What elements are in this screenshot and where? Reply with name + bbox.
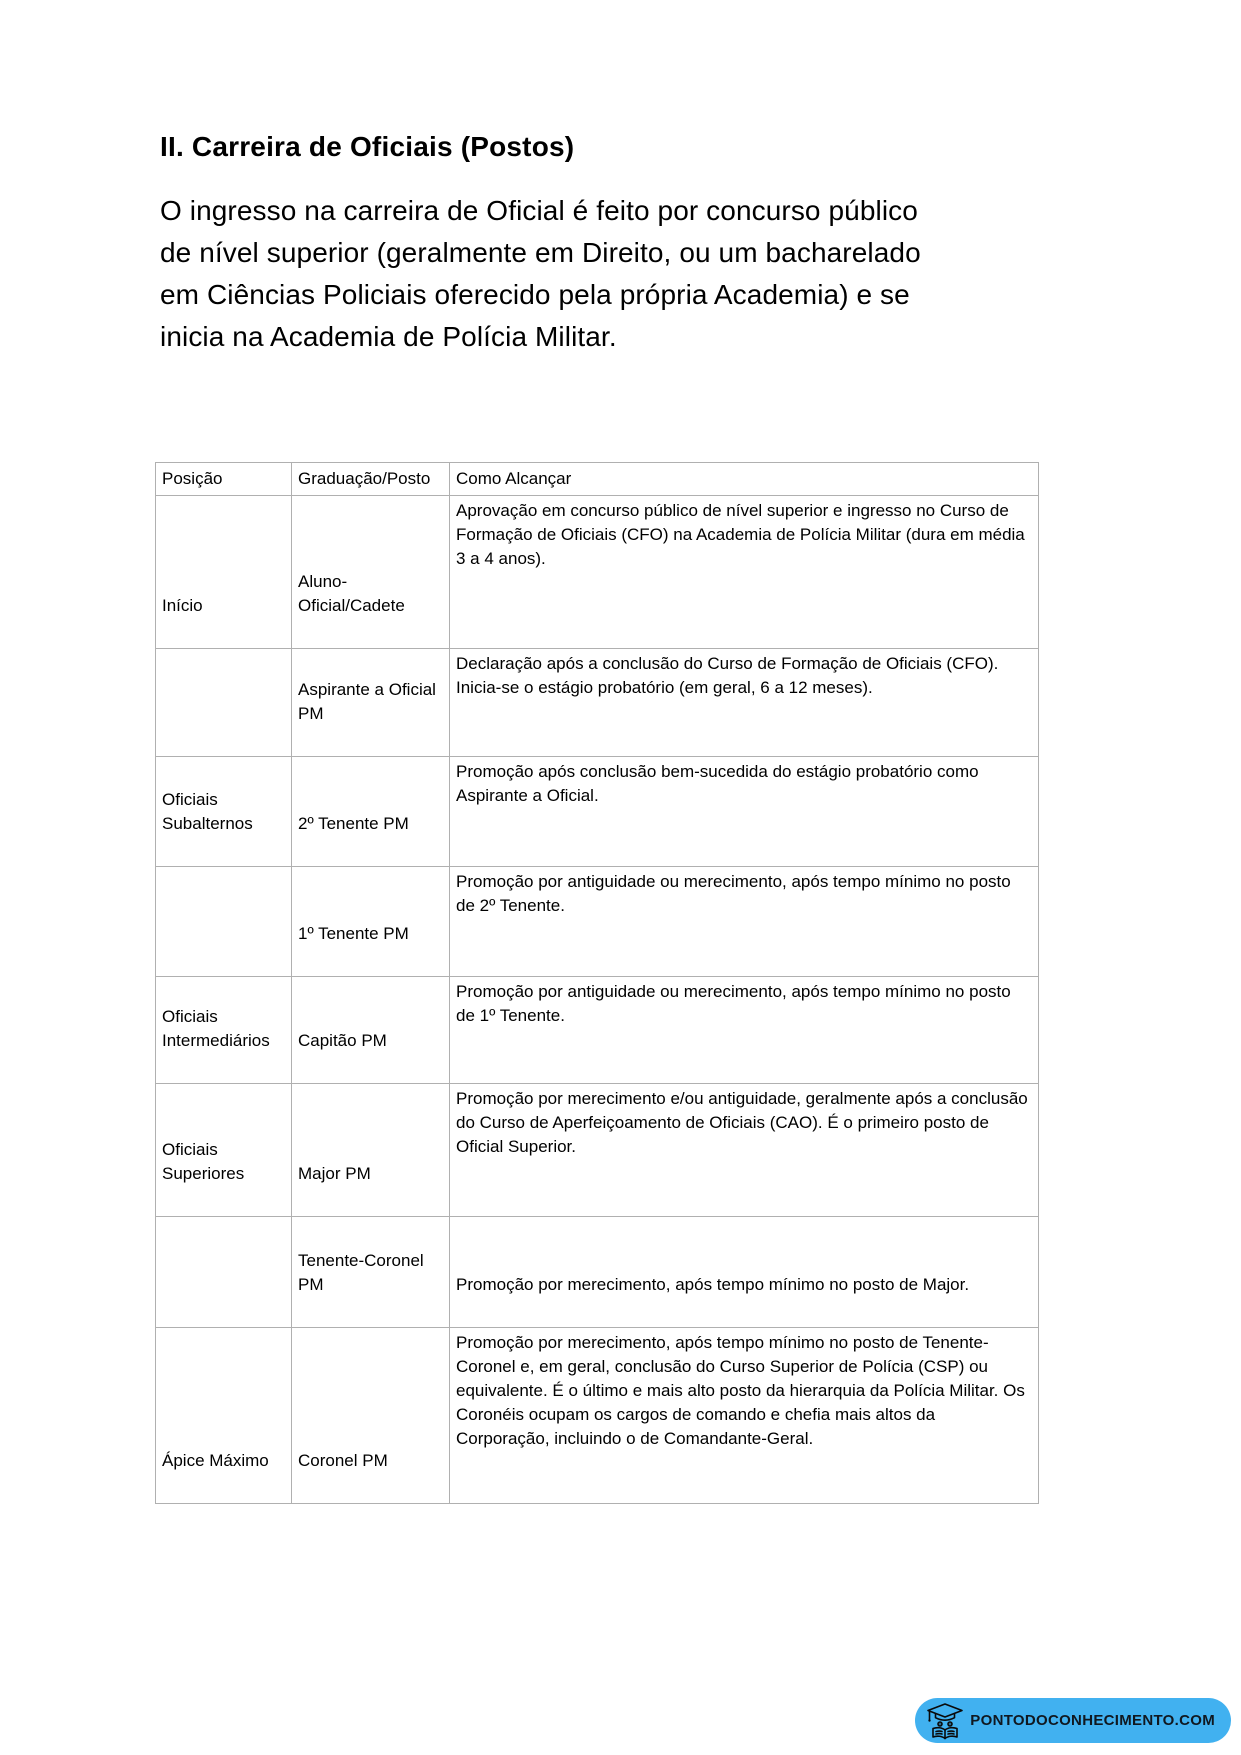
table-row [156,1217,1039,1328]
cell-posicao [156,867,292,977]
column-header-posicao: Posição [156,463,292,496]
table-header-row [156,463,1039,496]
cell-posicao: Oficiais Subalternos [156,757,292,867]
cell-posicao [156,649,292,757]
cell-graduacao: Aluno-Oficial/Cadete [292,496,450,649]
cell-como: Promoção por antiguidade ou merecimento, após tempo mínimo no posto de 1º Tenente. [450,977,1039,1084]
table-row [156,649,1039,757]
cell-como: Promoção por merecimento, após tempo mínimo no posto de Major. [450,1217,1039,1328]
table-row [156,1084,1039,1217]
table-row [156,867,1039,977]
cell-como: Promoção após conclusão bem-sucedida do estágio probatório como Aspirante a Oficial. [450,757,1039,867]
cell-como: Promoção por merecimento e/ou antiguidade, geralmente após a conclusão do Curso de Aperfeiçoamento de Oficiais (CAO). É o primeiro posto de Oficial Superior. [450,1084,1039,1217]
cell-graduacao: Tenente-Coronel PM [292,1217,450,1328]
section-heading: II. Carreira de Oficiais (Postos) [160,131,575,162]
table-row [156,757,1039,867]
cell-posicao: Oficiais Superiores [156,1084,292,1217]
cell-graduacao: 1º Tenente PM [292,867,450,977]
scholar-book-icon [925,1701,965,1741]
cell-posicao: Oficiais Intermediários [156,977,292,1084]
cell-graduacao: Aspirante a Oficial PM [292,649,450,757]
intro-paragraph: O ingresso na carreira de Oficial é feito por concurso público de nível superior (geralmente em Direito, ou um bacharelado em Ciências Policiais oferecido pela própria Academia) e se inicia na Academia de Polícia Militar. [160,195,921,352]
career-ranks-table [155,462,1039,1504]
cell-graduacao: Major PM [292,1084,450,1217]
cell-graduacao: Coronel PM [292,1328,450,1504]
table-row [156,496,1039,649]
cell-como: Declaração após a conclusão do Curso de Formação de Oficiais (CFO). Inicia-se o estágio probatório (em geral, 6 a 12 meses). [450,649,1039,757]
site-watermark-badge[interactable] [915,1698,1231,1743]
cell-graduacao: Capitão PM [292,977,450,1084]
cell-posicao [156,1217,292,1328]
site-watermark-label: PONTODOCONHECIMENTO.COM [970,1712,1215,1729]
cell-como: Promoção por merecimento, após tempo mínimo no posto de Tenente-Coronel e, em geral, conclusão do Curso Superior de Polícia (CSP) ou equivalente. É o último e mais alto posto da hierarquia da Polícia Militar. Os Coronéis ocupam os cargos de comando e chefia mais altos da Corporação, incluindo o de Comandante-Geral. [450,1328,1039,1504]
cell-como: Promoção por antiguidade ou merecimento, após tempo mínimo no posto de 2º Tenente. [450,867,1039,977]
cell-como: Aprovação em concurso público de nível superior e ingresso no Curso de Formação de Oficiais (CFO) na Academia de Polícia Militar (dura em média 3 a 4 anos). [450,496,1039,649]
table-row [156,977,1039,1084]
column-header-como-alcancar: Como Alcançar [450,463,1039,496]
column-header-graduacao: Graduação/Posto [292,463,450,496]
cell-graduacao: 2º Tenente PM [292,757,450,867]
document-body [160,130,960,358]
cell-posicao: Início [156,496,292,649]
cell-posicao: Ápice Máximo [156,1328,292,1504]
table-row [156,1328,1039,1504]
